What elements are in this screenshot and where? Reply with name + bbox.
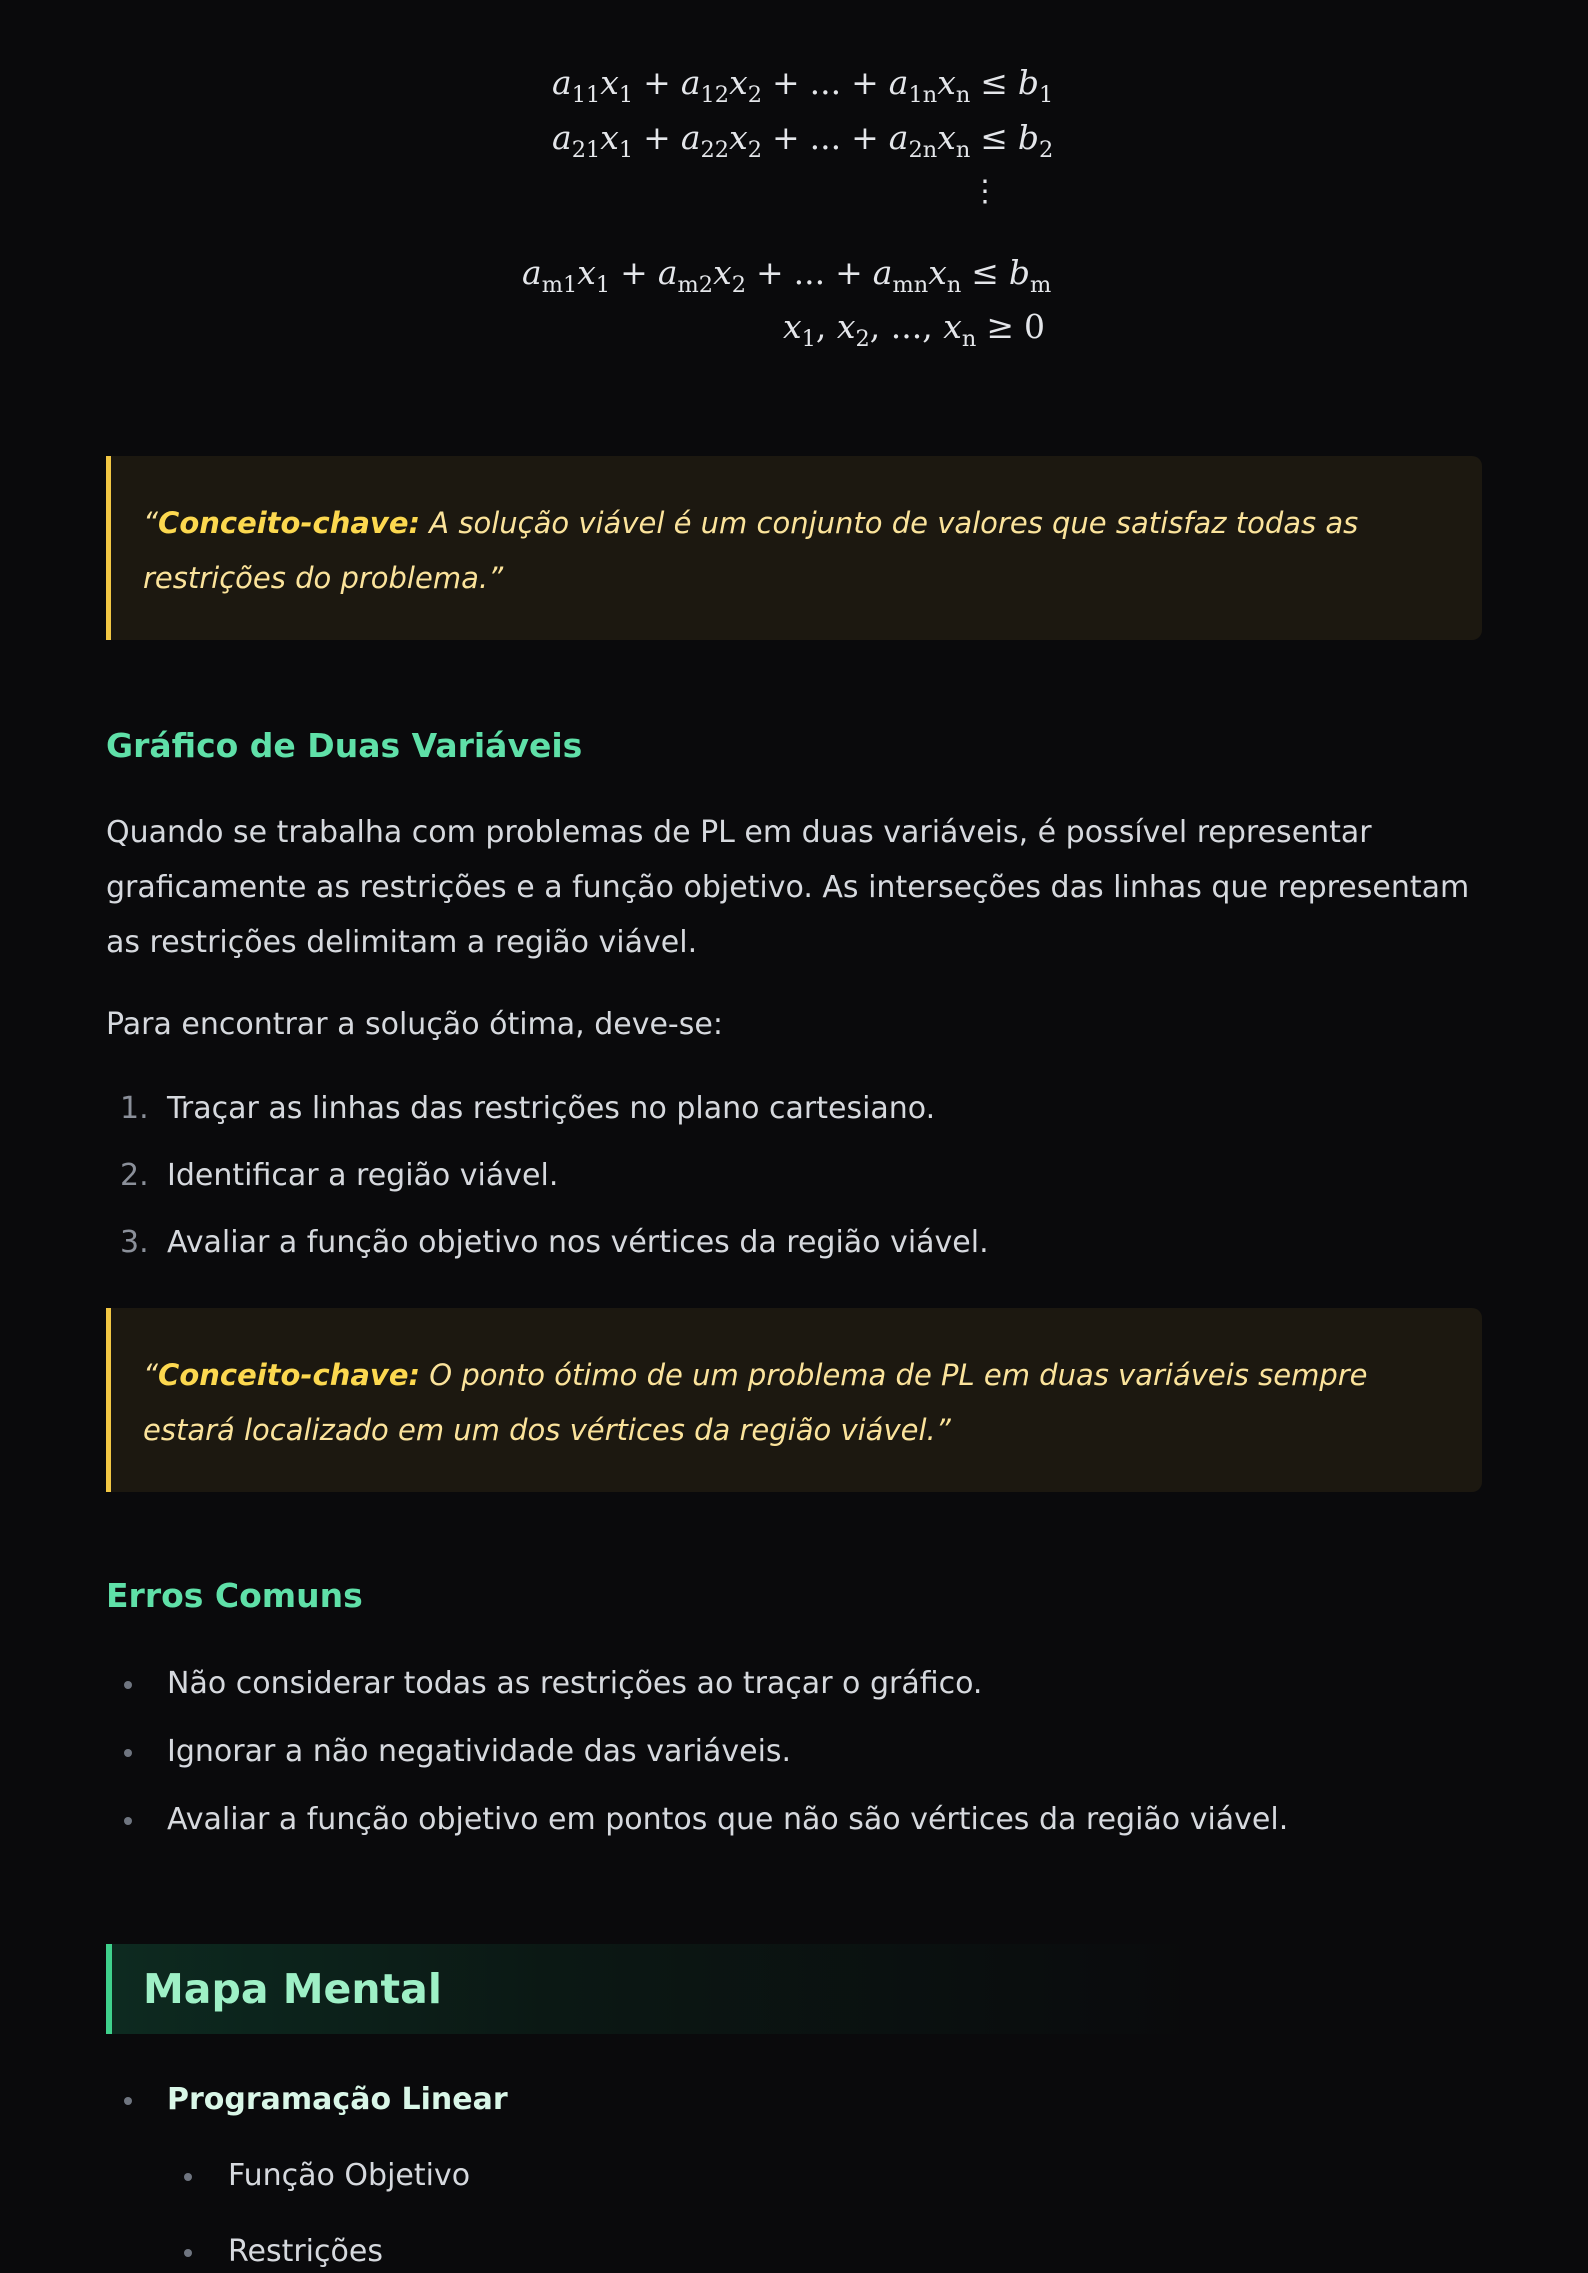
- graph-paragraph: Quando se trabalha com problemas de PL em duas variáveis, é possível representar graficamente as restrições e a função objetivo. As interseções das linhas que representam as restrições delimitam a região viável.: [106, 815, 1470, 960]
- constraint-row-1: $a_{11}x_1 + a_{12}x_2$ + ... + $a_{1n}x_n \le b_1$: [552, 63, 1054, 108]
- key-concept-callout-1: “Conceito-chave: A solução viável é um conjunto de valores que satisfaz todas as restrições do problema.”: [106, 456, 1482, 640]
- list-item: Não considerar todas as restrições ao traçar o gráfico.: [106, 1662, 1496, 1705]
- graph-paragraph-intro-steps: Para encontrar a solução ótima, deve-se:: [106, 1007, 723, 1042]
- mind-map-node: Função Objetivo: [106, 2154, 1496, 2197]
- mind-map-node: Restrições: [106, 2230, 1496, 2273]
- constraint-row-2: $a_{21}x_1 + a_{22}x_2$ + ... + $a_{2n}x_n \le b_2$: [552, 118, 1054, 163]
- bullet-icon: [184, 2173, 192, 2181]
- callout-label: Conceito-chave:: [158, 1358, 421, 1392]
- list-item: 3. Avaliar a função objetivo nos vértices da região viável.: [120, 1225, 989, 1260]
- list-item: Avaliar a função objetivo em pontos que não são vértices da região viável.: [106, 1798, 1496, 1841]
- errors-list: [106, 1662, 1496, 1841]
- callout-label: Conceito-chave:: [158, 506, 421, 540]
- constraint-row-m: $a_{m1}x_1 + a_{m2}x_2$ + ... + $a_{mn}x_n \le b_m$: [522, 253, 1052, 298]
- vertical-ellipsis: ⋮: [970, 174, 1000, 209]
- bullet-icon: [124, 1817, 132, 1825]
- bullet-icon: [124, 1681, 132, 1689]
- steps-list: [106, 1087, 1496, 1264]
- callout-text: A solução viável é um conjunto de valores que satisfaz todas as restrições do problema.”: [143, 506, 1359, 595]
- callout-text: O ponto ótimo de um problema de PL em duas variáveis sempre estará localizado em um dos vértices da região viável.”: [143, 1358, 1368, 1447]
- list-item: Ignorar a não negatividade das variáveis.: [106, 1730, 1496, 1773]
- section-heading-errors: Erros Comuns: [106, 1576, 363, 1615]
- bullet-icon: [124, 2097, 132, 2105]
- mind-map-title: Mapa Mental: [143, 1965, 442, 2013]
- mind-map-root: Programação Linear: [106, 2078, 1496, 2121]
- bullet-icon: [124, 1749, 132, 1757]
- list-item: 1. Traçar as linhas das restrições no plano cartesiano.: [120, 1091, 936, 1126]
- key-concept-callout-2: “Conceito-chave: O ponto ótimo de um problema de PL em duas variáveis sempre estará localizado em um dos vértices da região viável.”: [106, 1308, 1482, 1492]
- non-negativity-row: $x_1$, $x_2$, ..., $x_n \ge 0$: [783, 307, 1045, 352]
- list-item: 2. Identificar a região viável.: [120, 1158, 559, 1193]
- mind-map-header: [106, 1944, 1206, 2034]
- section-heading-graph: Gráfico de Duas Variáveis: [106, 726, 583, 765]
- bullet-icon: [184, 2249, 192, 2257]
- mind-map-tree: [106, 2078, 1496, 2273]
